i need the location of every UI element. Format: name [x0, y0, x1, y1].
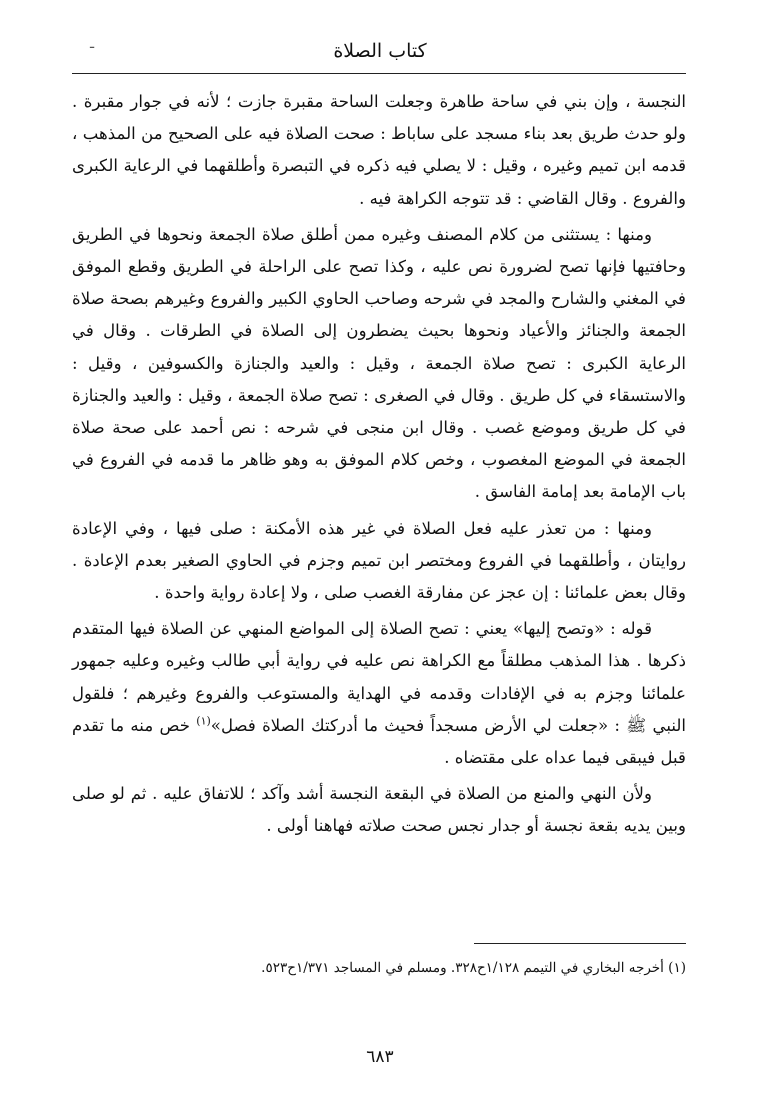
paragraph-5: ولأن النهي والمنع من الصلاة في البقعة النجسة أشد وآكد ؛ للاتفاق عليه . ثم لو صلى وبين يديه بقعة نجسة أو جدار نجس صحت صلاته فهاهنا أولى .	[72, 784, 686, 836]
header-mark: ـ	[90, 36, 95, 52]
paragraph-3: ومنها : من تعذر عليه فعل الصلاة في غير هذه الأمكنة : صلى فيها ، وفي الإعادة روايتان ، وأطلقهما في الفروع ومختصر ابن تميم وجزم في الحاوي الصغير بعدم الإعادة . وقال بعض علمائنا : إن عجز عن مفارقة الغصب صلى ، ولا إعادة رواية واحدة .	[72, 518, 686, 603]
header-divider	[72, 73, 686, 74]
page-number: ٦٨٣	[366, 1047, 394, 1067]
paragraph-4	[72, 613, 686, 774]
main-text	[72, 86, 686, 847]
footnote: (١) أخرجه البخاري في التيمم ١/١٢٨ح٣٢٨. ومسلم في المساجد ١/٣٧١ح٥٢٣.	[261, 960, 686, 976]
footnote-reference[interactable]: (١)	[196, 714, 211, 728]
paragraph-4-text-after: خص منه ما تقدم قبل فيبقى فيما عداه على مقتضاه .	[72, 715, 686, 768]
running-header-title: كتاب الصلاة	[333, 40, 427, 62]
paragraph-1: النجسة ، وإن بني في ساحة طاهرة وجعلت الساحة مقبرة جازت ؛ لأنه في جوار مقبرة . ولو حدث طريق بعد بناء مسجد على ساباط : صحت الصلاة فيه على الصحيح من المذهب ، قدمه ابن تميم وغيره ، وقيل : لا يصلي فيه ذكره في التبصرة وأطلقهما في الرعاية الكبرى والفروع . وقال القاضي : قد تتوجه الكراهة فيه .	[72, 92, 686, 208]
paragraph-2: ومنها : يستثنى من كلام المصنف وغيره ممن أطلق صلاة الجمعة ونحوها في الطريق وحافتيها فإنها تصح لضرورة نص عليه ، وكذا تصح على الراحلة في الطريق وقطع الموفق في المغني والشارح والمجد في شرحه وصاحب الحاوي الكبير والفروع وغيرهم بصحة صلاة الجمعة والجنائز والأعياد ونحوها بحيث يضطرون إلى الصلاة في الطرقات . وقال في الرعاية الكبرى : تصح صلاة الجمعة ، وقيل : والعيد والجنازة والكسوفين ، وقيل : والاستسقاء في كل طريق . وقال في الصغرى : تصح صلاة الجمعة ، وقيل : والعيد والجنازة في كل طريق وموضع غصب . وقال ابن منجى في شرحه : نص أحمد على صحة صلاة الجمعة في الموضع المغصوب ، وخص كلام الموفق به وهو ظاهر ما قدمه في الفروع في باب الإمامة بعد إمامة الفاسق .	[72, 224, 686, 502]
paragraph-4-text: قوله : «وتصح إليها» يعني : تصح الصلاة إلى المواضع المنهي عن الصلاة فيها المتقدم ذكرها . هذا المذهب مطلقاً مع الكراهة نص عليه في رواية أبي طالب وغيره وعليه جمهور علمائنا وجزم به في الإفادات وقدمه في الهداية والمستوعب والفروع وغيرهم ؛ فلقول النبي ﷺ : «جعلت لي الأرض مسجداً فحيث ما أدركتك الصلاة فصل»	[72, 619, 687, 735]
footnote-divider	[474, 943, 686, 944]
